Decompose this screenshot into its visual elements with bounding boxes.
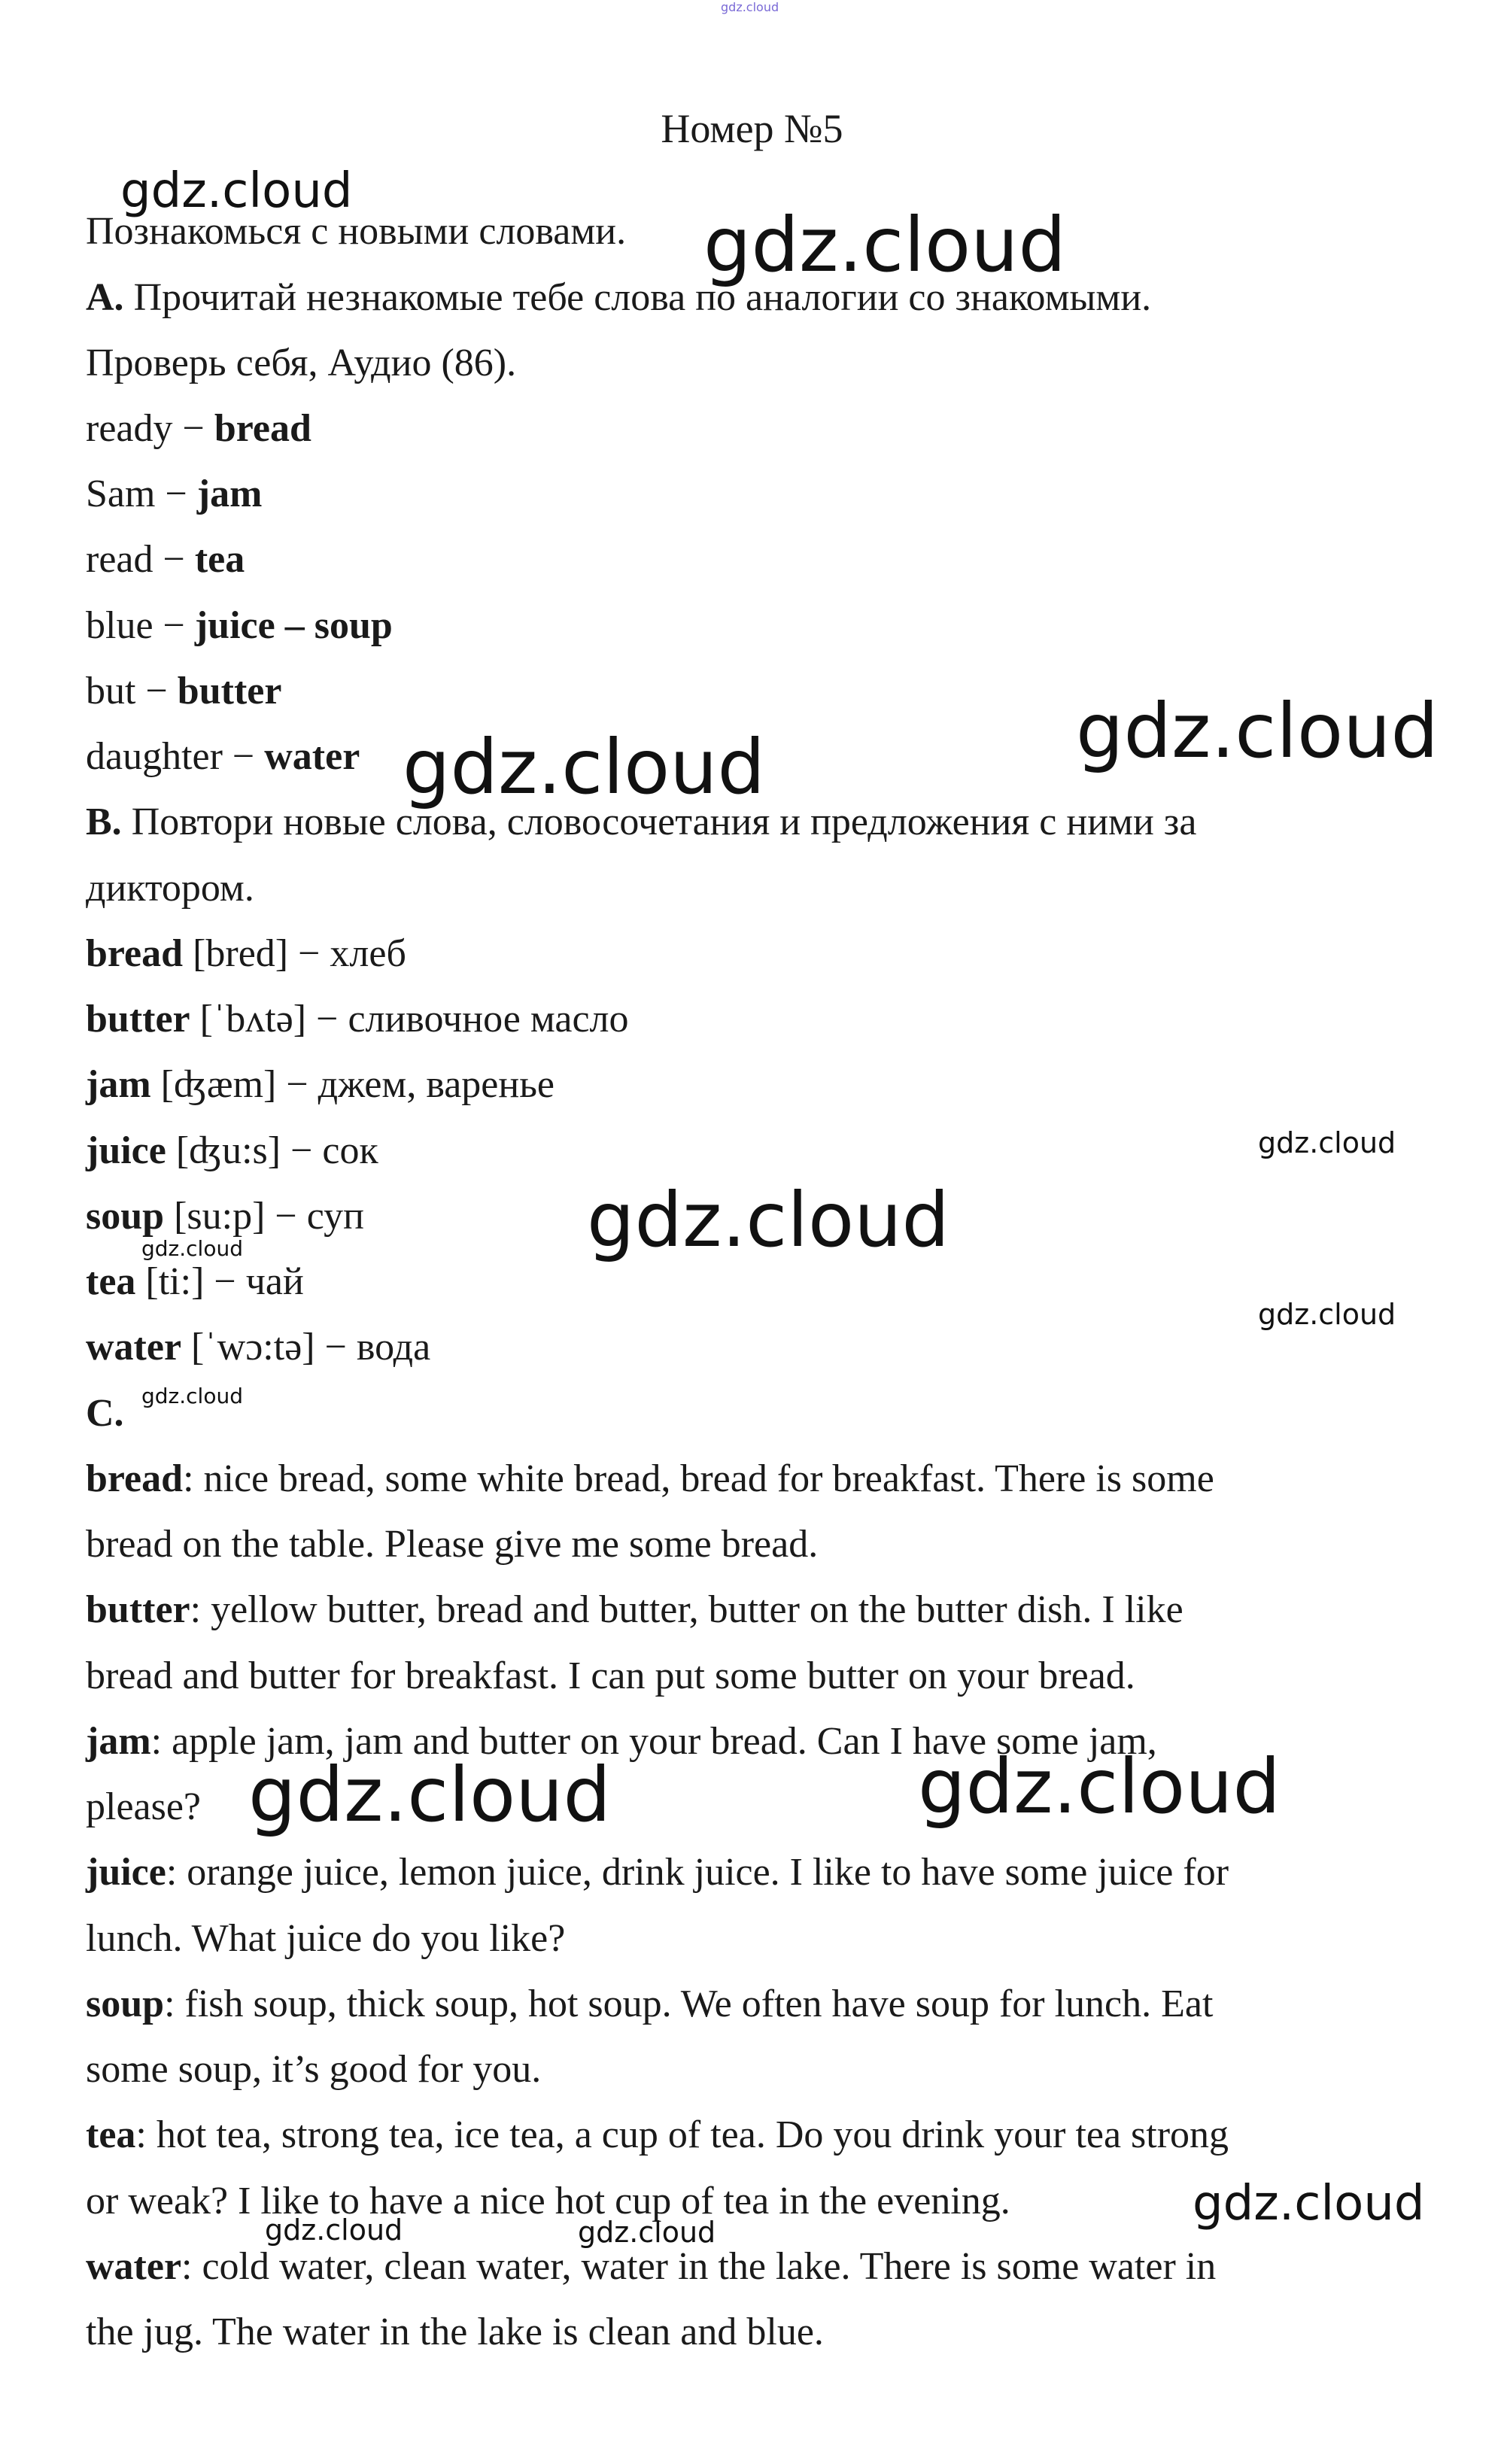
pair-plain: but − xyxy=(86,670,178,712)
pair-row xyxy=(86,606,393,646)
pair-bold: bread xyxy=(214,407,311,450)
vocab-translation: [su:p] − суп xyxy=(164,1195,364,1238)
example-keyword: bread xyxy=(86,1457,184,1500)
vocab-word: bread xyxy=(86,932,184,975)
example-line xyxy=(86,1654,1135,1697)
pair-bold: butter xyxy=(177,670,282,712)
watermark: gdz.cloud xyxy=(1258,1126,1396,1159)
example-text: : fish soup, thick soup, hot soup. We often have soup for lunch. Eat xyxy=(164,1982,1214,2025)
example-keyword: water xyxy=(86,2245,182,2288)
example-text: : hot tea, strong tea, ice tea, a cup of tea. Do you drink your tea strong xyxy=(135,2113,1229,2156)
watermark: gdz.cloud xyxy=(1076,687,1439,775)
example-keyword: juice xyxy=(86,1851,166,1894)
vocab-row xyxy=(86,1197,364,1236)
watermark: gdz.cloud xyxy=(265,2213,403,2247)
example-text: bread on the table. Please give me some bread. xyxy=(86,1523,819,1566)
vocab-translation: [ʤæm] − джем, варенье xyxy=(150,1063,555,1106)
example-text: : orange juice, lemon juice, drink juice. I like to have some juice for xyxy=(166,1851,1229,1894)
example-text: or weak? I like to have a nice hot cup of tea in the evening. xyxy=(86,2180,1010,2222)
watermark: gdz.cloud xyxy=(1193,2176,1425,2232)
vocab-row xyxy=(86,1328,430,1367)
example-line xyxy=(86,2247,1216,2286)
vocab-word: soup xyxy=(86,1195,165,1238)
watermark: gdz.cloud xyxy=(120,163,353,219)
section-c-letter: C. xyxy=(86,1392,124,1435)
example-line xyxy=(86,1785,202,1828)
example-line xyxy=(86,2182,1010,2221)
vocab-row xyxy=(86,1000,629,1039)
pair-plain: blue − xyxy=(86,604,195,647)
vocab-row xyxy=(86,934,406,974)
example-keyword: butter xyxy=(86,1588,190,1631)
example-text: : nice bread, some white bread, bread for breakfast. There is some xyxy=(183,1457,1214,1500)
vocab-row xyxy=(86,1262,304,1302)
watermark: gdz.cloud xyxy=(248,1751,612,1839)
example-text: the jug. The water in the lake is clean and blue. xyxy=(86,2311,824,2353)
pair-row xyxy=(86,737,360,776)
section-a-text: Прочитай незнакомые тебе слова по аналогии со знакомыми. xyxy=(123,276,1152,319)
watermark: gdz.cloud xyxy=(578,2216,716,2249)
section-a-letter: A. xyxy=(86,276,124,319)
section-c-heading xyxy=(86,1394,124,1433)
pair-plain: Sam − xyxy=(86,472,197,515)
vocab-translation: [ˈbʌtə] − сливочное масло xyxy=(190,998,629,1041)
example-text: : yellow butter, bread and butter, butter on the butter dish. I like xyxy=(190,1588,1183,1631)
section-a-text2: Проверь себя, Аудио (86). xyxy=(86,342,517,384)
vocab-row xyxy=(86,1129,378,1172)
pair-plain: daughter − xyxy=(86,735,265,778)
pair-plain: ready − xyxy=(86,407,214,450)
example-line xyxy=(86,1853,1229,1892)
example-line xyxy=(86,2113,1229,2156)
example-line xyxy=(86,2313,824,2352)
vocab-word: juice xyxy=(86,1129,166,1172)
watermark: gdz.cloud xyxy=(918,1742,1281,1831)
pair-plain: read − xyxy=(86,538,195,581)
example-text: please? xyxy=(86,1785,202,1828)
example-line xyxy=(86,2050,541,2089)
watermark: gdz.cloud xyxy=(141,1384,243,1408)
example-line xyxy=(86,1457,1214,1500)
section-b-text: Повтори новые слова, словосочетания и предложения с ними за xyxy=(121,801,1197,843)
vocab-row xyxy=(86,1065,555,1104)
vocab-translation: [ʤu:s] − сок xyxy=(166,1129,378,1172)
vocab-word: butter xyxy=(86,998,190,1041)
watermark: gdz.cloud xyxy=(1258,1298,1396,1331)
vocab-translation: [ˈwɔ:tə] − вода xyxy=(181,1326,431,1369)
watermark: gdz.cloud xyxy=(141,1236,243,1261)
vocab-word: water xyxy=(86,1326,182,1369)
watermark: gdz.cloud xyxy=(587,1176,950,1264)
pair-bold: jam xyxy=(196,472,263,515)
vocab-word: jam xyxy=(86,1063,151,1106)
example-line xyxy=(86,1982,1214,2025)
page-title: Номер №5 xyxy=(661,106,843,151)
example-text: : apple jam, jam and butter on your bread. Can I have some jam, xyxy=(150,1720,1157,1763)
pair-bold: tea xyxy=(194,538,245,581)
example-text: : cold water, clean water, water in the lake. There is some water in xyxy=(181,2245,1217,2288)
section-b-text2: диктором. xyxy=(86,867,254,910)
watermark: gdz.cloud xyxy=(403,723,766,811)
example-keyword: tea xyxy=(86,2113,136,2156)
intro-text: Познакомься с новыми словами. xyxy=(86,210,627,253)
pair-row xyxy=(86,672,281,711)
section-b-letter: B. xyxy=(86,801,122,843)
example-text: lunch. What juice do you like? xyxy=(86,1917,566,1960)
example-keyword: jam xyxy=(86,1720,151,1763)
header-watermark: gdz.cloud xyxy=(721,0,779,14)
vocab-word: tea xyxy=(86,1260,136,1303)
pair-row xyxy=(86,409,311,448)
example-line xyxy=(86,1588,1183,1631)
example-text: bread and butter for breakfast. I can put some butter on your bread. xyxy=(86,1654,1135,1697)
pair-row xyxy=(86,540,245,579)
example-line xyxy=(86,1919,565,1958)
pair-row xyxy=(86,472,263,515)
example-keyword: soup xyxy=(86,1982,165,2025)
example-text: some soup, it’s good for you. xyxy=(86,2048,542,2091)
example-line xyxy=(86,1525,818,1564)
vocab-translation: [ti:] − чай xyxy=(135,1260,304,1303)
pair-bold: juice – soup xyxy=(194,604,393,647)
watermark: gdz.cloud xyxy=(703,201,1067,289)
vocab-translation: [bred] − хлеб xyxy=(183,932,406,975)
pair-bold: water xyxy=(264,735,360,778)
